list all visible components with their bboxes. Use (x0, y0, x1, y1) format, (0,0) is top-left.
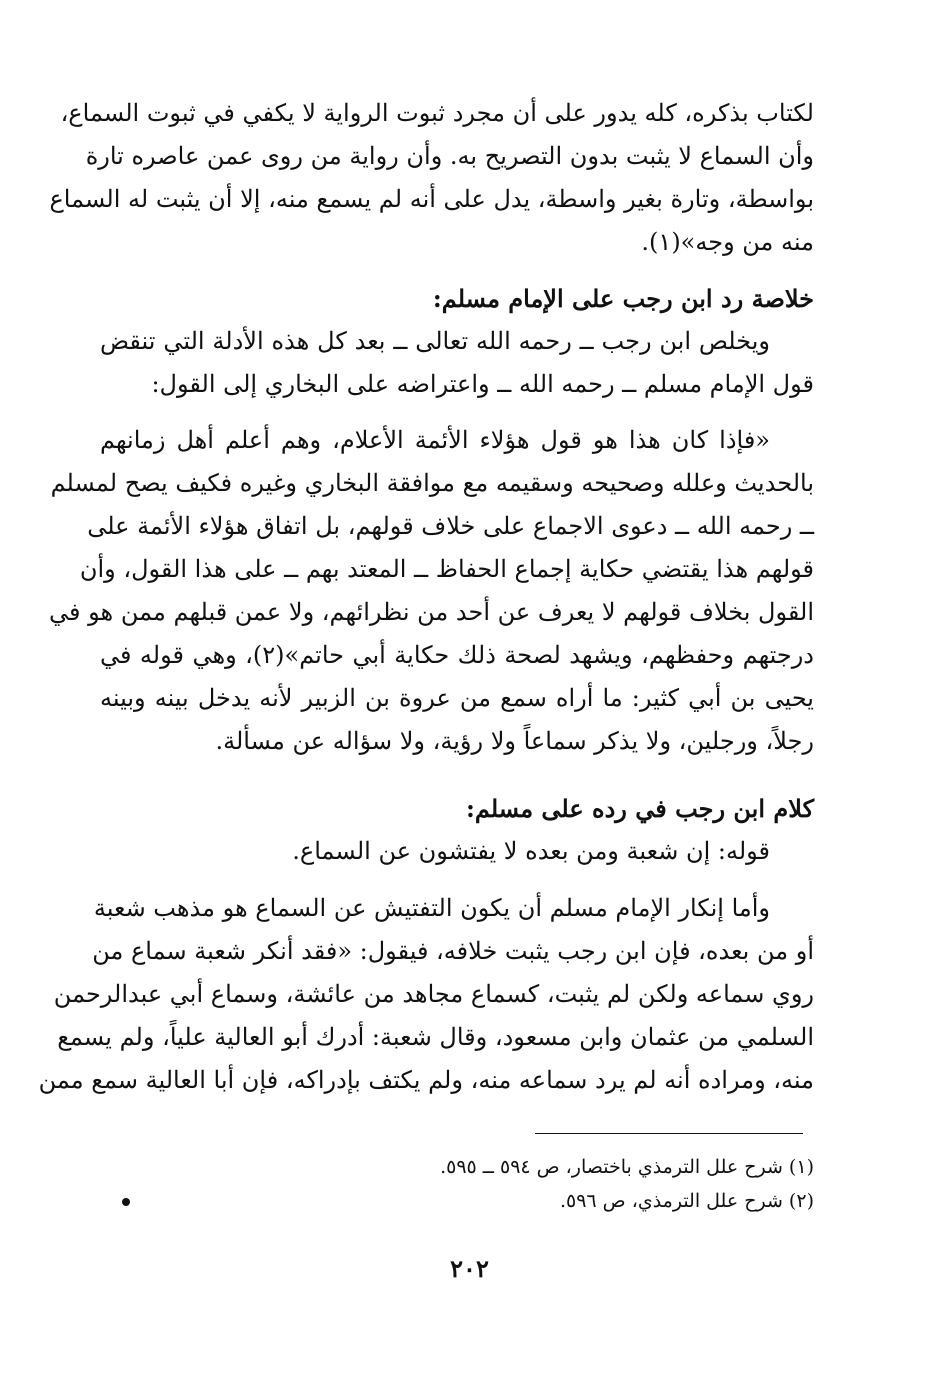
text-line: رجلاً، ورجلين، ولا يذكر سماعاً ولا رؤية، ولا سؤاله عن مسألة. (215, 727, 814, 755)
statement-text: قوله: إن شعبة ومن بعده لا يفتشون عن السماع. (292, 837, 770, 865)
text-line: روي سماعه ولكن لم يثبت، كسماع مجاهد من عائشة، وسماع أبي عبدالرحمن (53, 980, 814, 1008)
footnote: (١) شرح علل الترمذي باختصار، ص ٥٩٤ ــ ٥٩٥. (440, 1156, 814, 1178)
text-line: «فإذا كان هذا هو قول هؤلاء الأئمة الأعلام، وهم أعلم أهل زمانهم (100, 426, 770, 454)
section-heading: خلاصة رد ابن رجب على الإمام مسلم: (432, 284, 814, 313)
text-line: أو من بعده، فإن ابن رجب يثبت خلافه، فيقول: «فقد أنكر شعبة سماع من (92, 937, 814, 965)
text-line: السلمي من عثمان وابن مسعود، وقال شعبة: أدرك أبو العالية علياً، ولم يسمع (57, 1023, 814, 1051)
text-line: درجتهم وحفظهم، ويشهد لصحة ذلك حكاية أبي حاتم»(٢)، وهي قوله في (100, 641, 814, 669)
text-line: بواسطة، وتارة بغير واسطة، يدل على أنه لم يسمع منه، إلا أن يثبت له السماع (49, 185, 814, 213)
text-line: بالحديث وعلله وصحيحه وسقيمه مع موافقة البخاري وغيره فكيف يصح لمسلم (50, 469, 814, 497)
text-line: وأن السماع لا يثبت بدون التصريح به. وأن رواية من روى عمن عاصره تارة (85, 142, 814, 170)
section-heading-response (100, 787, 814, 830)
text-line: لكتاب بذكره، كله يدور على أن مجرد ثبوت الرواية لا يكفي في ثبوت السماع، (60, 99, 814, 127)
quotation-block (49, 419, 814, 763)
ink-dot (122, 1198, 130, 1206)
text-line: ويخلص ابن رجب ــ رحمه الله تعالى ــ بعد كل هذه الأدلة التي تنقض (100, 327, 770, 355)
paragraph-continuation (49, 92, 814, 264)
section-heading: كلام ابن رجب في رده على مسلم: (466, 794, 814, 823)
text-line: ــ رحمه الله ــ دعوى الاجماع على خلاف قولهم، بل اتفاق هؤلاء الأئمة على (87, 512, 814, 540)
text-line: يحيى بن أبي كثير: ما أراه سمع من عروة بن الزبير لأنه يدخل بينه وبينه (100, 684, 814, 712)
text-line: منه، ومراده أنه لم يرد سماعه منه، ولم يكتف بإدراكه، فإن أبا العالية سمع ممن (38, 1066, 814, 1094)
paragraph-response (38, 887, 814, 1102)
page-number: ٢٠٢ (450, 1254, 489, 1283)
text-line: قول الإمام مسلم ــ رحمه الله ــ واعتراضه على البخاري إلى القول: (151, 370, 814, 398)
text-line: قولهم هذا يقتضي حكاية إجماع الحفاظ ــ المعتد بهم ــ على هذا القول، وأن (79, 555, 814, 583)
footnote: (٢) شرح علل الترمذي، ص ٥٩٦. (559, 1190, 814, 1212)
paragraph-summary (100, 320, 814, 406)
footnotes (300, 1150, 814, 1218)
text-line: القول بخلاف قولهم لا يعرف عن أحد من نظرائهم، ولا عمن قبلهم ممن هو في (49, 598, 814, 626)
footnote-divider (535, 1133, 803, 1134)
text-line: منه من وجه»(١). (641, 228, 814, 256)
text-line: وأما إنكار الإمام مسلم أن يكون التفتيش عن السماع هو مذهب شعبة (93, 894, 770, 922)
section-heading-summary (100, 277, 814, 320)
statement-line (100, 830, 814, 873)
